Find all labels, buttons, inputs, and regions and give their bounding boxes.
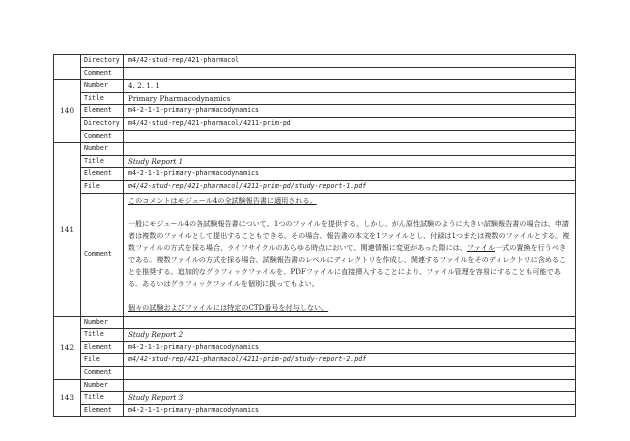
field-label: Number [81,316,124,329]
field-label: File [81,180,124,193]
field-value [124,316,576,329]
field-value [124,379,576,392]
table-row [54,392,576,405]
field-label: Directory [81,55,124,68]
table-row [54,316,576,329]
table-row [54,130,576,143]
field-label: Comment [81,130,124,143]
field-label: Comment [81,193,124,316]
ectd-structure-table [53,54,576,417]
table-row [54,180,576,193]
field-value [124,366,576,379]
field-value [124,130,576,143]
field-value: m4-2-1-1-primary-pharmacodynamics [124,404,576,417]
table-row [54,80,576,93]
table-row [54,55,576,68]
field-label: Number [81,80,124,93]
field-label: Title [81,392,124,405]
field-value: m4/42-stud-rep/421-pharmacol [124,55,576,68]
table-row [54,143,576,156]
field-value: m4/42-stud-rep/421-pharmacol/4211-prim-pd [124,117,576,130]
row-number-cell: 140 [54,80,81,143]
comment-footnote: 個々の試験およびファイルには特定のCTD番号を付与しない。 [128,302,329,312]
field-label: Title [81,155,124,168]
field-value: m4/42-stud-rep/421-pharmacol/4211-prim-pd/study-report-1.pdf [124,180,576,193]
field-label: Number [81,143,124,156]
table-row [54,67,576,80]
row-number-cell: 142 [54,316,81,379]
field-label: Element [81,105,124,118]
field-value [124,143,576,156]
field-label: Comment [81,366,124,379]
field-label: Element [81,168,124,181]
comment-paragraph: 一般にモジュール4の各試験報告書について、1つのファイルを提供する。しかし、がん原性試験のように大きい試験報告書の場合は、申請者は複数のファイルとして提出することもできる。その場合、報告書の本文を1ファイルとし、付録は1つまたは複数のファイルとする。複数ファイルの方式を採る場合、ライフサイクルのあらゆる時点において、関連情報に変更があった際には、ファイル一式の置換を行うべきである。複数ファイルの方式を採る場合、試験報告書のレベルにディレクトリを作成し、関連するファイルをそのディレクトリに含めることを推奨する。追加的なグラフィックファイルを、PDFファイルに直接挿入することにより、ファイル管理を容易にすることも可能である。あるいはグラフィックファイルを個別に扱ってもよい。 [128,219,570,288]
table-row [54,168,576,181]
table-row [54,92,576,105]
field-value: Study Report 1 [124,155,576,168]
table-row [54,105,576,118]
field-value: 4. 2. 1. 1 [124,80,576,93]
field-label: File [81,354,124,367]
table-row [54,155,576,168]
row-number-cell: 143 [54,379,81,417]
field-label: Number [81,379,124,392]
field-value: m4-2-1-1-primary-pharmacodynamics [124,105,576,118]
field-value: Primary Pharmacodynamics [124,92,576,105]
row-number-cell: 141 [54,143,81,316]
table-row [54,341,576,354]
field-label: Element [81,341,124,354]
comment-heading: このコメントはモジュール4の全試験報告書に適用される。 [128,195,317,205]
comment-text [124,193,576,316]
field-value: m4/42-stud-rep/421-pharmacol/4211-prim-pd/study-report-2.pdf [124,354,576,367]
field-value: Study Report 2 [124,329,576,342]
field-value: m4-2-1-1-primary-pharmacodynamics [124,168,576,181]
table-row [54,193,576,316]
field-label: Title [81,92,124,105]
field-label: Directory [81,117,124,130]
field-label: Element [81,404,124,417]
table-row [54,354,576,367]
table-row [54,117,576,130]
field-value: m4-2-1-1-primary-pharmacodynamics [124,341,576,354]
field-value: Study Report 3 [124,392,576,405]
field-label: Title [81,329,124,342]
table-row [54,329,576,342]
field-value [124,67,576,80]
table-row [54,366,576,379]
table-row [54,379,576,392]
field-label: Comment [81,67,124,80]
table-row [54,404,576,417]
row-number-cell [54,55,81,80]
